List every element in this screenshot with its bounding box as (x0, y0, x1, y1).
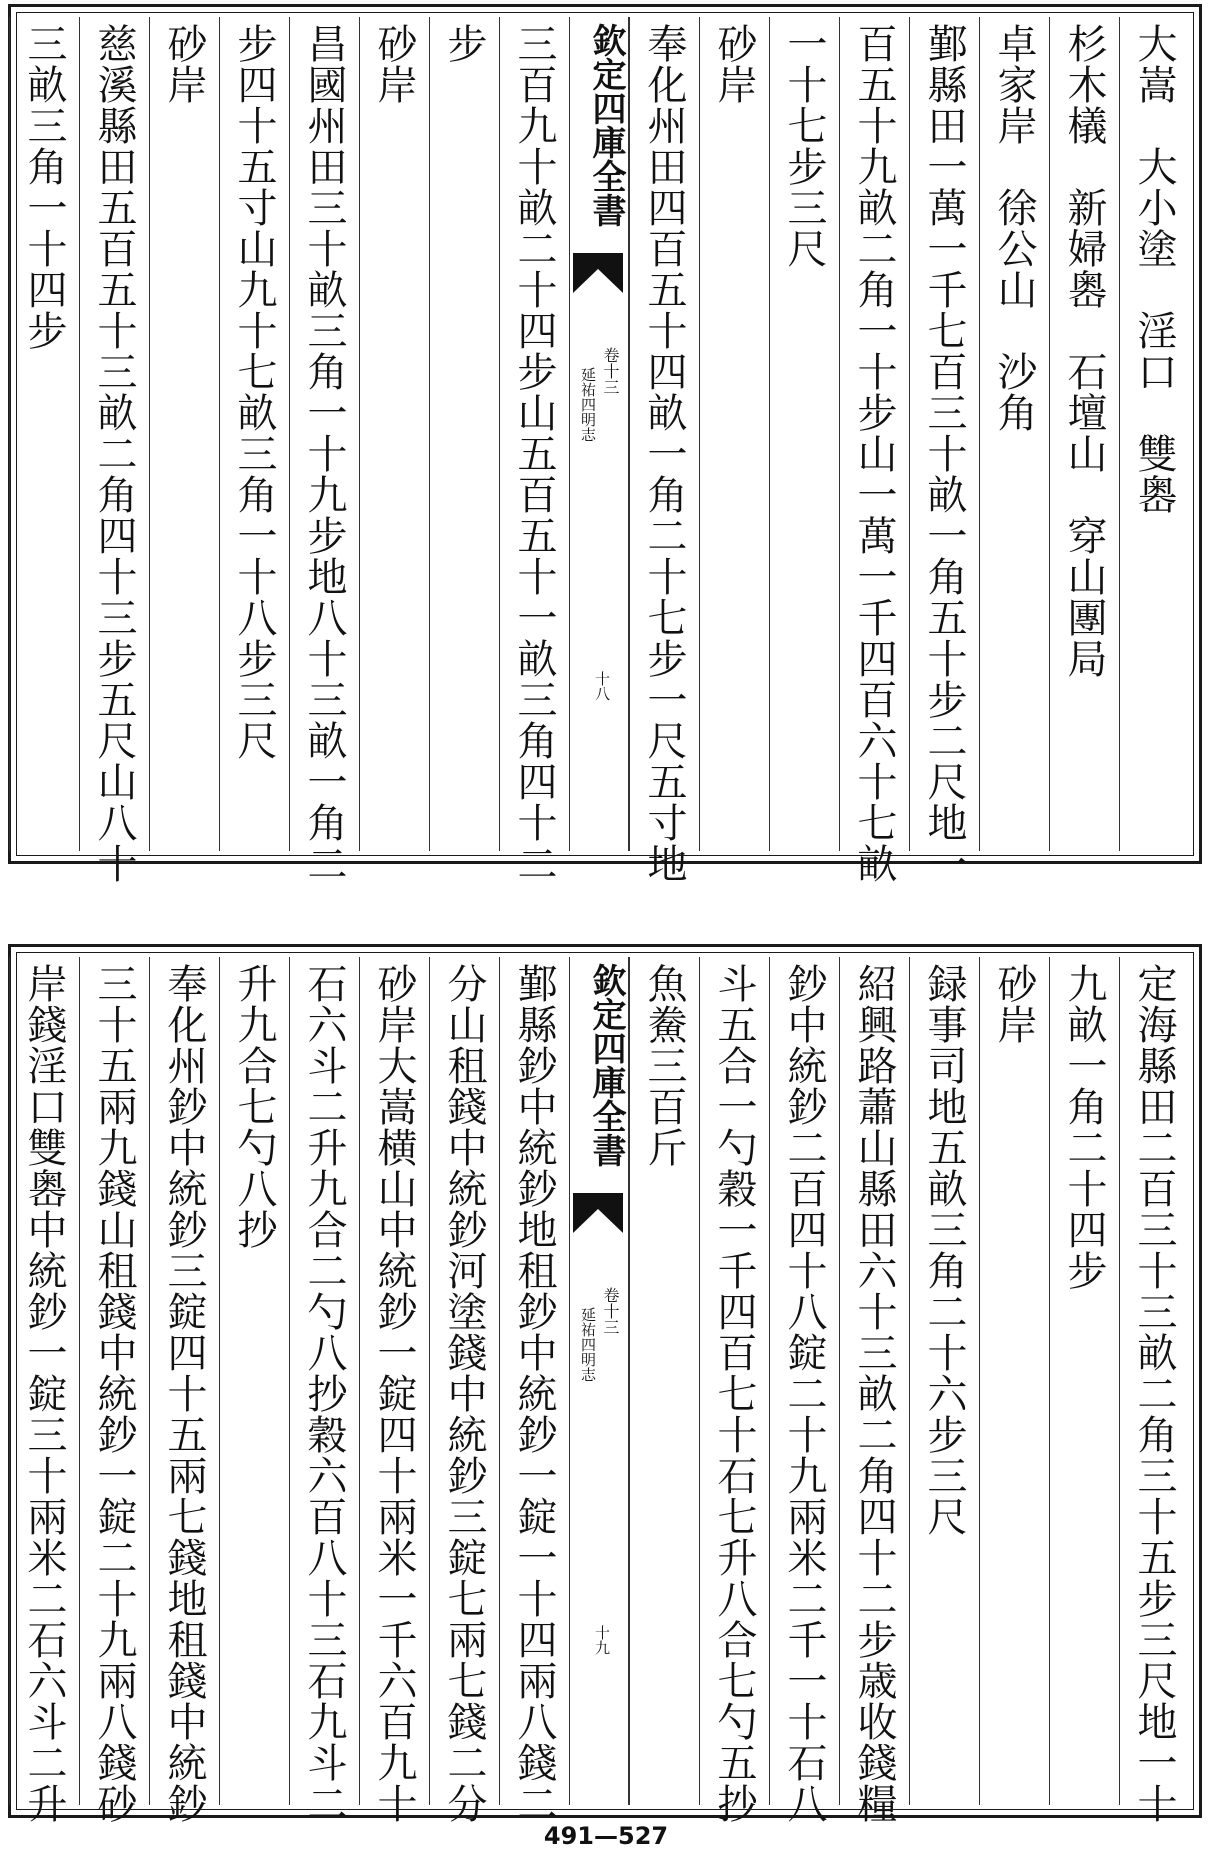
section-title: 延祐四明志 (579, 1307, 597, 1382)
column-text: 奉化州鈔中統鈔三錠四十五兩七錢地租錢中統鈔 (161, 963, 207, 1824)
text-column (499, 957, 569, 1824)
column-text: 九畝一角二十四步 (1061, 963, 1107, 1291)
column-text: 三百九十畝二十四步山五百五十一畝三角四十二 (511, 23, 557, 884)
text-column (79, 957, 149, 1824)
column-text: 慈溪縣田五百五十三畝二角四十三步五尺山八十 (91, 23, 137, 884)
text-column (9, 17, 79, 851)
text-column (499, 17, 569, 884)
page-number: 十九 (593, 1625, 611, 1655)
section-title: 延祐四明志 (579, 367, 597, 442)
column-text: 砂岸大嵩横山中統鈔一錠四十兩米一千六百九十 (371, 963, 417, 1824)
column-text: 岸錢淫口雙嶴中統鈔一錠三十兩米二石六斗二升 (21, 963, 67, 1824)
column-text: 昌國州田三十畝三角一十九步地八十三畝一角二 (301, 23, 347, 884)
text-column (699, 17, 769, 851)
page-spine (569, 17, 629, 851)
text-column (839, 17, 909, 884)
text-column (909, 957, 979, 1805)
text-column (629, 957, 699, 1805)
column-text: 石六斗二升九合二勺八抄穀六百八十三石九斗二 (301, 963, 347, 1824)
text-column (979, 957, 1049, 1805)
column-text: 砂岸 (371, 23, 417, 105)
column-text: 砂岸 (991, 963, 1037, 1045)
column-text: 百五十九畝二角一十步山一萬一千四百六十七畝 (851, 23, 897, 884)
text-column (909, 17, 979, 884)
text-column (1049, 957, 1119, 1805)
text-column (429, 17, 499, 851)
text-column (979, 17, 1049, 851)
text-column (219, 957, 289, 1805)
text-columns (21, 957, 1189, 1824)
column-text: 三十五兩九錢山租錢中統鈔一錠二十九兩八錢砂 (91, 963, 137, 1824)
column-text: 卓家岸 徐公山 沙角 (991, 23, 1037, 433)
book-title: 欽定四庫全書 (586, 23, 626, 227)
column-text: 録事司地五畝三角二十六步三尺 (921, 963, 967, 1537)
column-text: 大嵩 大小塗 淫口 雙嶴 (1131, 23, 1177, 515)
text-column (769, 17, 839, 851)
fish-tail-mark-icon (573, 253, 623, 293)
page-spine (569, 957, 629, 1805)
column-text: 鄞縣田一萬一千七百三十畝一角五十步二尺地一 (921, 23, 967, 884)
column-text: 砂岸 (161, 23, 207, 105)
column-text: 三畝三角一十四步 (21, 23, 67, 351)
column-text: 鈔中統鈔二百四十八錠二十九兩米二千一十石八 (781, 963, 827, 1824)
text-column (149, 957, 219, 1824)
text-column (699, 957, 769, 1824)
book-title: 欽定四庫全書 (586, 963, 626, 1167)
column-text: 奉化州田四百五十四畝一角二十七步一尺五寸地 (641, 23, 687, 884)
text-column (9, 957, 79, 1824)
text-column (1119, 17, 1189, 851)
text-columns (21, 17, 1189, 884)
text-column (839, 957, 909, 1824)
column-text: 鄞縣鈔中統鈔地租鈔中統鈔一錠一十四兩八錢二 (511, 963, 557, 1824)
text-column (79, 17, 149, 884)
text-column (1049, 17, 1119, 851)
text-column (219, 17, 289, 851)
volume-label: 卷十三 (601, 1287, 620, 1335)
text-column (289, 957, 359, 1824)
text-column (289, 17, 359, 884)
text-column (1119, 957, 1189, 1824)
fish-tail-mark-icon (573, 1193, 623, 1233)
column-text: 一十七步三尺 (781, 23, 827, 269)
column-text: 升九合七勺八抄 (231, 963, 277, 1250)
column-text: 分山租錢中統鈔河塗錢中統鈔三錠七兩七錢二分 (441, 963, 487, 1824)
text-column (359, 957, 429, 1824)
page-bottom (8, 944, 1202, 1824)
text-column (359, 17, 429, 851)
column-text: 砂岸 (711, 23, 757, 105)
column-text: 定海縣田二百三十三畝二角三十五步三尺地一十 (1131, 963, 1177, 1824)
column-text: 斗五合一勺穀一千四百七十石七升八合七勺五抄 (711, 963, 757, 1824)
text-column (769, 957, 839, 1824)
page-top (8, 4, 1202, 884)
column-text: 步 (441, 23, 487, 64)
text-column (429, 957, 499, 1824)
catalog-number: 491—527 (543, 1822, 669, 1850)
column-text: 魚鮝三百斤 (641, 963, 687, 1168)
page-number: 十八 (593, 671, 611, 701)
column-text: 杉木檥 新婦嶴 石壇山 穿山團局 (1061, 23, 1107, 679)
text-column (629, 17, 699, 884)
volume-label: 卷十三 (601, 347, 620, 395)
column-text: 步四十五寸山九十七畝三角一十八步三尺 (231, 23, 277, 761)
column-text: 紹興路蕭山縣田六十三畝二角四十二步歳收錢糧 (851, 963, 897, 1824)
text-column (149, 17, 219, 851)
